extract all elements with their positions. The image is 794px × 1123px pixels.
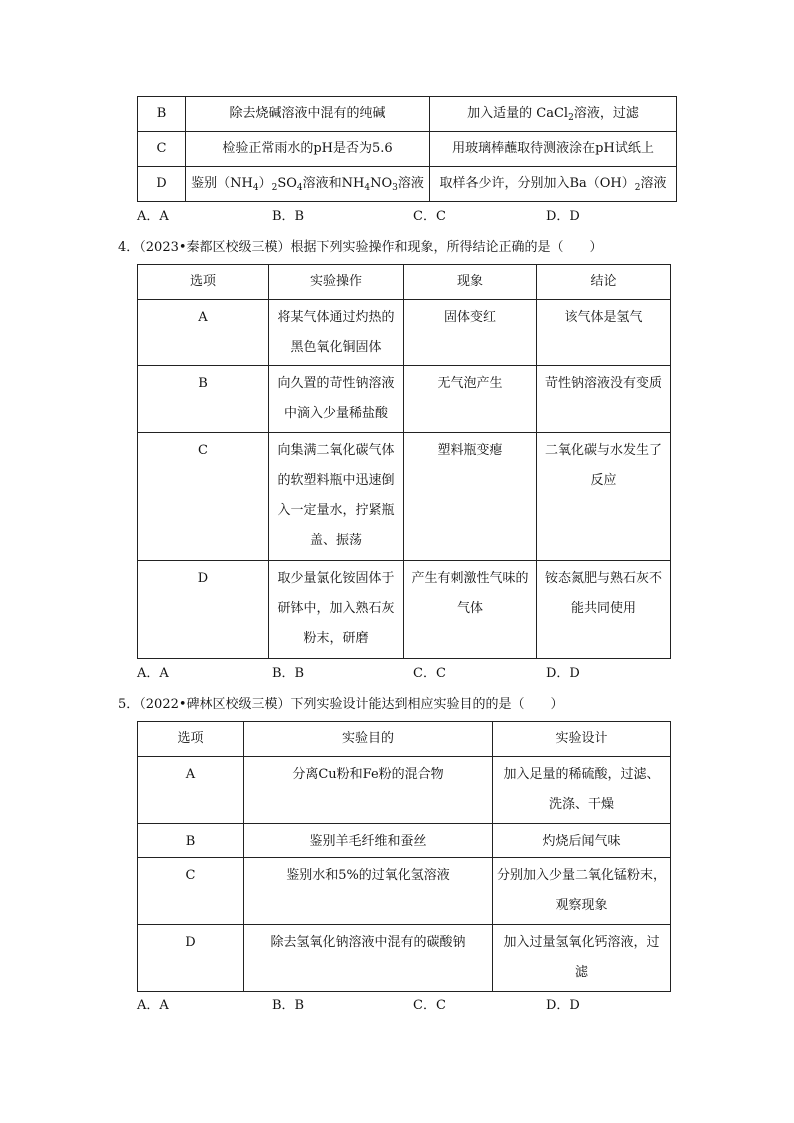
q3-table	[137, 96, 677, 202]
table-header-row	[138, 722, 671, 757]
header-cell: 选项	[138, 722, 244, 757]
option-cell: C	[138, 858, 244, 925]
design-cell: 灼烧后闻气味	[493, 824, 671, 858]
option-cell: D	[138, 561, 269, 659]
option-a[interactable]: A．A	[137, 998, 169, 1013]
option-cell: B	[138, 97, 186, 132]
table-row	[138, 132, 677, 167]
table-header-row	[138, 265, 671, 300]
option-d[interactable]: D．D	[546, 666, 580, 681]
table-row	[138, 757, 671, 824]
method-cell: 取样各少许，分别加入$Ba(OH)_2$溶液	[430, 167, 677, 202]
table-row	[138, 561, 671, 659]
operation-cell: 取少量氯化铵固体于 研钵中，加入熟石灰 粉末，研磨	[269, 561, 404, 659]
operation-cell: 向久置的苛性钠溶液 中滴入少量稀盐酸	[269, 366, 404, 433]
table-row	[138, 366, 671, 433]
q4-stem: 4．（2023•秦都区校级三模）根据下列实验操作和现象，所得结论正确的是（ ）	[118, 240, 603, 255]
table-row	[138, 824, 671, 858]
q5-table	[137, 721, 671, 992]
option-d[interactable]: D．D	[546, 209, 580, 224]
header-cell: 结论	[537, 265, 671, 300]
phenomenon-cell: 固体变红	[404, 300, 537, 366]
option-a[interactable]: A．A	[137, 666, 169, 681]
option-b[interactable]: B．B	[272, 666, 305, 681]
purpose-cell: 鉴别$(NH_4)_2SO_4$溶液和$NH_4NO_3$溶液	[186, 167, 430, 202]
option-cell: B	[138, 366, 269, 433]
purpose-cell: 除去烧碱溶液中混有的纯碱	[186, 97, 430, 132]
design-cell: 加入过量氢氧化钙溶液，过 滤	[493, 925, 671, 992]
table-row	[138, 925, 671, 992]
operation-cell: 向集满二氧化碳气体 的软塑料瓶中迅速倒 入一定量水，拧紧瓶 盖、振荡	[269, 433, 404, 561]
purpose-cell: 鉴别羊毛纤维和蚕丝	[244, 824, 493, 858]
design-cell: 分别加入少量二氧化锰粉末， 观察现象	[493, 858, 671, 925]
q4-table	[137, 264, 671, 659]
phenomenon-cell: 无气泡产生	[404, 366, 537, 433]
option-c[interactable]: C．C	[413, 209, 446, 224]
table-row	[138, 300, 671, 366]
table-row	[138, 97, 677, 132]
option-b[interactable]: B．B	[272, 998, 305, 1013]
design-cell: 加入足量的稀硫酸，过滤、 洗涤、干燥	[493, 757, 671, 824]
method-cell: 加入适量的 CaCl$_2$溶液，过滤	[430, 97, 677, 132]
option-cell: C	[138, 132, 186, 167]
option-cell: D	[138, 167, 186, 202]
method-cell: 用玻璃棒蘸取待测液涂在pH试纸上	[430, 132, 677, 167]
operation-cell: 将某气体通过灼热的 黑色氧化铜固体	[269, 300, 404, 366]
option-cell: D	[138, 925, 244, 992]
header-cell: 实验操作	[269, 265, 404, 300]
option-cell: A	[138, 300, 269, 366]
option-c[interactable]: C．C	[413, 998, 446, 1013]
phenomenon-cell: 塑料瓶变瘪	[404, 433, 537, 561]
purpose-cell: 分离Cu粉和Fe粉的混合物	[244, 757, 493, 824]
conclusion-cell: 二氧化碳与水发生了 反应	[537, 433, 671, 561]
table-row	[138, 433, 671, 561]
conclusion-cell: 该气体是氢气	[537, 300, 671, 366]
header-cell: 选项	[138, 265, 269, 300]
purpose-cell: 除去氢氧化钠溶液中混有的碳酸钠	[244, 925, 493, 992]
q5-stem: 5．（2022•碑林区校级三模）下列实验设计能达到相应实验目的的是（ ）	[118, 697, 564, 712]
option-cell: B	[138, 824, 244, 858]
header-cell: 现象	[404, 265, 537, 300]
option-a[interactable]: A．A	[137, 209, 169, 224]
header-cell: 实验目的	[244, 722, 493, 757]
phenomenon-cell: 产生有刺激性气味的 气体	[404, 561, 537, 659]
option-b[interactable]: B．B	[272, 209, 305, 224]
option-cell: C	[138, 433, 269, 561]
option-d[interactable]: D．D	[546, 998, 580, 1013]
table-row	[138, 167, 677, 202]
purpose-cell: 检验正常雨水的pH是否为5.6	[186, 132, 430, 167]
table-row	[138, 858, 671, 925]
header-cell: 实验设计	[493, 722, 671, 757]
purpose-cell: 鉴别水和5%的过氧化氢溶液	[244, 858, 493, 925]
conclusion-cell: 苛性钠溶液没有变质	[537, 366, 671, 433]
conclusion-cell: 铵态氮肥与熟石灰不 能共同使用	[537, 561, 671, 659]
option-c[interactable]: C．C	[413, 666, 446, 681]
option-cell: A	[138, 757, 244, 824]
